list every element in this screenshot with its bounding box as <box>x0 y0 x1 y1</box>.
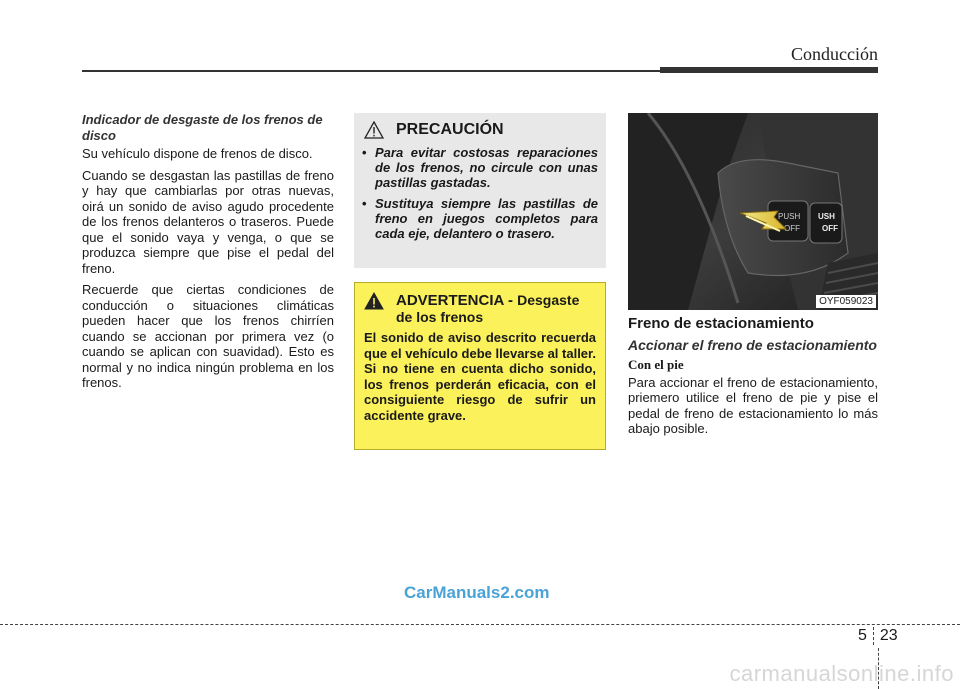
watermark-link[interactable]: CarManuals2.com <box>404 583 550 602</box>
foot-subheading: Con el pie <box>628 357 684 372</box>
paragraph: Para accionar el freno de estacionamiento, priemero utilice el freno de pie y pise el pedal de freno de estacionamiento lo más abajo posible. <box>628 374 878 436</box>
caution-list <box>362 145 598 241</box>
footer-rule <box>0 624 960 625</box>
caution-title: PRECAUCIÓN <box>396 121 504 138</box>
caution-item: • Sustituya siempre las pastillas de freno en juegos completos para cada eje, delantero o trasero. <box>362 196 598 241</box>
disc-brake-wear-subheading: Indicador de desgaste de los frenos de disco <box>82 112 323 143</box>
warning-subtitle: Desgaste de los frenos <box>396 292 580 325</box>
header-rule-accent <box>660 67 878 73</box>
caution-header <box>364 121 598 139</box>
left-column <box>82 112 334 397</box>
parking-brake-heading: Freno de estacionamiento <box>628 315 814 332</box>
button-label: OFF <box>822 224 838 233</box>
page-header-title: Conducción <box>791 44 878 64</box>
caution-triangle-icon <box>364 121 384 139</box>
page-number <box>858 627 898 645</box>
button-label: USH <box>818 212 835 221</box>
right-column <box>628 316 878 437</box>
parking-brake-subheading: Accionar el freno de estacionamiento <box>628 336 877 353</box>
paragraph: Cuando se desgastan las pastillas de freno y hay que cambiarlas por otras nuevas, oirá un sonido de aviso agudo procedente de los frenos delanteros o traseros. Puede que el sonido vaya y venga, o que se produzca siempre que pise el pedal del freno. <box>82 167 334 276</box>
caution-item: • Para evitar costosas reparaciones de los frenos, no circule con unas pastillas gastadas. <box>362 145 598 190</box>
warning-body: El sonido de aviso descrito recuerda que el vehículo debe llevarse al taller. Si no tiene en cuenta dicho sonido, los frenos perderán eficacia, con el consiguiente riesgo de sufrir un accidente grave. <box>364 330 596 423</box>
paragraph: Recuerde que ciertas condiciones de conducción o situaciones climáticas pueden hacer que los frenos chirríen cuando se accionan por primera vez (o cuando se aplican con suavidad). Esto es normal y no indica ningún problema en los frenos. <box>82 282 334 390</box>
warning-triangle-icon <box>364 292 384 310</box>
warning-header <box>364 292 596 326</box>
parking-brake-illustration <box>628 113 878 310</box>
warning-title: ADVERTENCIA - <box>396 292 513 309</box>
figure-code: OYF059023 <box>816 295 876 308</box>
warning-box <box>354 282 606 450</box>
parking-brake-photo <box>628 113 878 310</box>
button-label: OFF <box>784 224 800 233</box>
caution-box <box>354 113 606 268</box>
site-watermark: carmanualsonline.info <box>729 661 954 686</box>
page-index: 23 <box>873 627 898 645</box>
section-number: 5 <box>858 627 867 644</box>
button-label: PUSH <box>778 212 801 221</box>
paragraph: Su vehículo dispone de frenos de disco. <box>82 146 313 161</box>
header-rule <box>82 70 660 72</box>
